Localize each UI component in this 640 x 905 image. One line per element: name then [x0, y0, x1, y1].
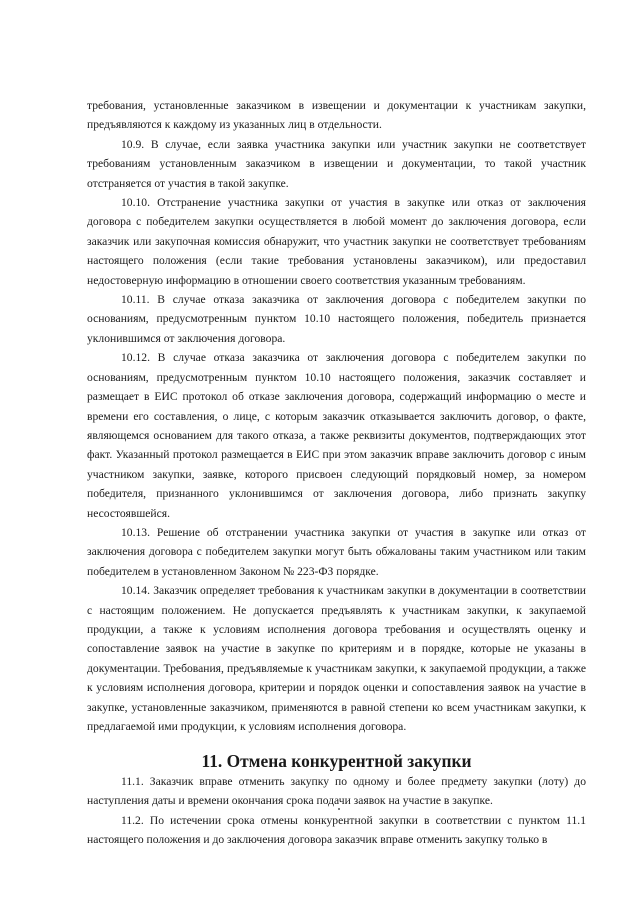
paragraph-11-1: 11.1. Заказчик вправе отменить закупку по одному и более предмету закупки (лоту) до наступления даты и времени окончания срока подачи заявок на участие в закупке.: [87, 774, 586, 808]
paragraph-10-13: 10.13. Решение об отстранении участника закупки от участия в закупке или отказ от заключения договора с победителем закупки могут быть обжалованы таким участником или таким победителем в установленном Законом № 223-ФЗ порядке.: [87, 525, 586, 578]
paragraph-10-10: 10.10. Отстранение участника закупки от участия в закупке или отказ от заключения договора с победителем закупки осуществляется в любой момент до заключения договора, если заказчик или закупочная комиссия обнаружит, что участник закупки не соответствует требованиям настоящего положения (если такие требования установлены заказчиком), или предоставил недостоверную информацию в отношении своего соответствия указанным требованиям.: [87, 196, 586, 287]
paragraph-10-14: 10.14. Заказчик определяет требования к участникам закупки в документации в соответствии с настоящим положением. Не допускается предъявлять к участникам закупки, к закупаемой продукции, а также к условиям исполнения договора требования и осуществлять оценку и сопоставление заявок на участие в закупке по критериям и в порядке, которые не указаны в документации. Требования, предъявляемые к участникам закупки, к закупаемой продукции, а также к условиям исполнения договора, критерии и порядок оценки и сопоставления заявок на участие в закупке, установленные заказчиком, применяются в равной степени ко всем участникам закупки, к предлагаемой ими продукции, к условиям исполнения договора.: [87, 584, 586, 733]
paragraph-10-11: 10.11. В случае отказа заказчика от заключения договора с победителем закупки по основаниям, предусмотренным пунктом 10.10 настоящего положения, победитель признается уклонившимся от заключения договора.: [87, 293, 586, 345]
paragraph-10-12: 10.12. В случае отказа заказчика от заключения договора с победителем закупки по основаниям, предусмотренным пунктом 10.10 настоящего положения, заказчик составляет и размещает в ЕИС протокол об отказе заключения договора, содержащий информацию о месте и времени его составления, о лице, с которым заказчик отказывается заключить договор, о факте, являющемся основанием для такого отказа, а также реквизиты документов, подтверждающих этот факт. Указанный протокол размещается в ЕИС при этом заказчик вправе заключить договор с иным участником закупки, заявке, которого присвоен следующий порядковый номер, за номером победителя, признанного уклонившимся от заключения договора, либо признать закупку несостоявшейся.: [87, 351, 586, 520]
paragraph-continuation: требования, установленные заказчиком в извещении и документации к участникам закупки, предъявляются к каждому из указанных лиц в отдельности.: [87, 99, 586, 132]
paragraph-10-9: 10.9. В случае, если заявка участника закупки или участник закупки не соответствует требованиям установленным заказчиком в извещении и документации, то такой участник отстраняется от участия в такой закупке.: [87, 137, 586, 190]
paragraph-11-2: 11.2. По истечении срока отмены конкурентной закупки в соответствии с пунктом 11.1 настоящего положения и до заключения договора заказчик вправе отменить закупку только в: [87, 813, 586, 847]
section-heading: 11. Отмена конкурентной закупки: [201, 751, 472, 772]
scan-speck: [338, 808, 340, 810]
